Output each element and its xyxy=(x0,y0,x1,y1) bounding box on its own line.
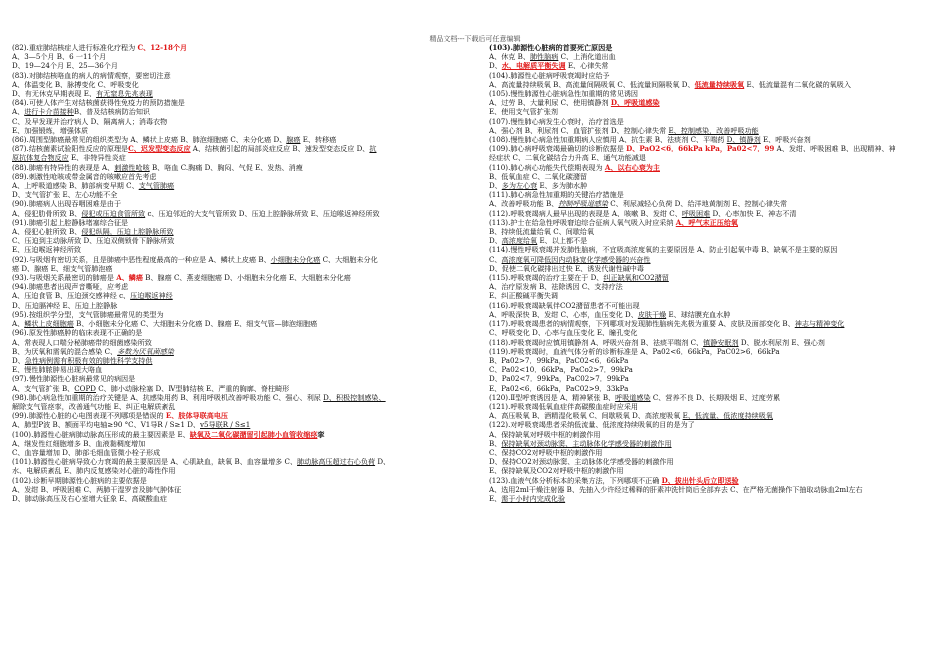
line-segment: D、有无休克早期表现 E、 xyxy=(12,89,97,99)
line-segment: C、肺小动脉栓塞 D、Ⅳ型肺结核 E、严重的胸廓、脊柱畸形 xyxy=(95,383,290,393)
line-segment: (82).重症肺结核症人进行标准化疗程为 xyxy=(12,43,138,52)
line-segment: (112).呼吸衰竭病人最早出现的表现是 A、咳嗽 B、发绀 C、 xyxy=(489,208,682,218)
line-segment: 腺癌 xyxy=(286,135,301,145)
left-text-line xyxy=(12,181,474,190)
line-segment: (88).肺癌有特异性的表现是 A、 xyxy=(12,162,115,172)
line-segment: 保持缺氧对颈动脉窦、主动脉体化学感受器的刺激作用 xyxy=(501,438,672,448)
left-text-line xyxy=(12,190,474,199)
line-segment: A、侵犯肋骨所致 B、 xyxy=(12,208,82,218)
left-text-line xyxy=(12,457,474,466)
line-segment: 多数为厌氧菌感染 xyxy=(117,346,174,356)
line-segment: C、营养不良 D、长期吸烟 E、过度劳累 xyxy=(650,392,781,402)
line-segment: 抗 xyxy=(369,144,377,154)
right-text-line xyxy=(489,144,941,153)
line-segment: 呼吸困难 xyxy=(681,208,711,218)
line-segment: 神志与精神变化 xyxy=(794,319,845,329)
left-text-line xyxy=(12,153,474,162)
right-text-line xyxy=(489,218,941,227)
line-segment: 镇静安眠剂 xyxy=(703,337,739,347)
line-segment: A、继发性红细胞增多 B、血液黏稠度增加 xyxy=(12,438,146,448)
line-segment: A、过劳 B、大量利尿 C、使用镇静剂 xyxy=(489,98,611,108)
line-segment: 进行卡介苗接种 xyxy=(24,107,74,117)
line-segment: D、压迫膈神经 E、压迫上腔静脉 xyxy=(12,300,118,310)
line-segment: (100).肺源性心脏病肺动脉高压形成的最主要因素是 E、 xyxy=(12,429,190,439)
line-segment: E、多为肺水肿 xyxy=(537,181,588,191)
line-segment: (121).呼吸衰竭低氧血症伴高碳酸血症时应采用 xyxy=(489,401,639,411)
line-segment: (116).呼吸衰竭缺氧伴CO2潴留患者不可能出现 xyxy=(489,300,640,310)
right-text-line xyxy=(489,494,941,503)
line-segment: (93).与吸烟关系最密切的肺癌是 xyxy=(12,273,117,283)
line-segment: 急性病例需有积极有效的肺性科学支持供 xyxy=(24,355,153,365)
line-segment: D、积极控制感染、 xyxy=(323,392,386,402)
line-segment: B、 xyxy=(489,438,502,448)
line-segment: (123).血液气体分析标本的采集方法，下列哪项不正确 xyxy=(489,475,662,485)
left-text-line xyxy=(12,255,474,264)
line-segment: A、体温变化 B、脉搏变化 C、呼吸变化 xyxy=(12,79,139,89)
left-text-line xyxy=(12,107,474,116)
line-segment: B、Pa02>7．99kPa，PaC02<6．66kPa xyxy=(489,355,629,365)
right-text-line xyxy=(489,356,941,365)
line-segment: C、 xyxy=(489,254,502,264)
line-segment: D、促使二氧化碳排出过快 E、诱发代谢性碱中毒 xyxy=(489,263,644,273)
right-text-line xyxy=(489,485,941,494)
line-segment: 需于小时内完成化验 xyxy=(501,493,566,503)
line-segment: D、19—24个月 E、25—36个月 xyxy=(12,61,118,71)
line-segment: (107).慢性肺心病发生心衰时，治疗首选是 xyxy=(489,116,624,126)
left-text-line xyxy=(12,374,474,383)
line-segment: D、心率加快 E、神志不清 xyxy=(710,208,797,218)
left-text-line xyxy=(12,439,474,448)
line-segment: E、加强锻炼，增强体质 xyxy=(12,125,89,135)
line-segment: C、Pa02<10．66kPa，PaCo2>7．99kPa xyxy=(489,365,633,375)
line-segment: A、3—5个月 B、6 一11个月 xyxy=(12,52,107,62)
line-segment: E、压迫喉返神经所致 xyxy=(12,245,82,255)
line-segment: 挛 xyxy=(317,429,325,439)
right-text-line xyxy=(489,457,941,466)
left-text-line xyxy=(12,310,474,319)
line-segment: E、 xyxy=(489,493,502,503)
left-text-line xyxy=(12,80,474,89)
line-segment: 侵犯纵隔，压迫上腔静脉所致 xyxy=(81,227,174,237)
line-segment: A、发绀 B、呼吸困难 C、两肺干湿罗音及肺气肿体征 xyxy=(12,484,182,494)
left-text-line xyxy=(12,117,474,126)
left-column xyxy=(12,43,474,503)
line-segment: A、常表现人口喘分秘肺癌带的细菌感染所致 xyxy=(12,337,152,347)
answer-text: 低流量持续吸氧 xyxy=(694,79,745,89)
right-text-line xyxy=(489,52,941,61)
right-text-line xyxy=(489,227,941,236)
page-header: 精品文档---下载后可任意编辑 xyxy=(429,35,521,43)
left-text-line xyxy=(12,236,474,245)
right-text-line xyxy=(489,89,941,98)
right-text-line xyxy=(489,282,941,291)
line-segment: A、上呼吸道感染 B、肺部病变早期 C、 xyxy=(12,181,139,191)
line-segment: (102).诊断早期肺源性心脏病的主要依据是 xyxy=(12,475,147,485)
line-segment: D、 xyxy=(489,236,502,246)
line-segment: D、肺动脉高压及右心室增大征象 E、高碳酸血症 xyxy=(12,493,167,503)
line-segment: (84).可使人体产生对结核菌获得性免疫力的预防措施是 xyxy=(12,98,185,108)
line-segment: A、保持缺氧对呼吸中枢的刺激作用 xyxy=(489,429,601,439)
answer-text: A、以右心衰为主 xyxy=(604,162,660,172)
line-segment: A、高流量持续吸氧 B、高流量间隔吸氧 C、低流量间隔吸氧 D、 xyxy=(489,79,695,89)
right-text-line xyxy=(489,264,941,273)
right-text-line xyxy=(489,153,941,162)
line-segment: A、强心剂 B、利尿剂 C、血管扩张剂 D、控制心律失常 xyxy=(489,125,669,135)
right-text-line xyxy=(489,301,941,310)
line-segment: v5导联R / S≤1 xyxy=(200,420,251,430)
line-segment: 原抗体复合物反应 xyxy=(12,153,69,163)
line-segment: 解除支气管痉挛，改善通气功能 E、纠正电解质紊乱 xyxy=(12,401,176,411)
right-text-line xyxy=(489,338,941,347)
right-text-line xyxy=(489,98,941,107)
line-segment: E、控制感染，改善呼吸功能 xyxy=(668,125,759,135)
line-segment: (109).肺心病呼吸衰竭最确切的诊断依据是 xyxy=(489,144,627,154)
left-text-line xyxy=(12,209,474,218)
answer-text: A、鳞癌 xyxy=(116,273,143,283)
left-text-line xyxy=(12,126,474,135)
right-text-line xyxy=(489,365,941,374)
left-text-line xyxy=(12,476,474,485)
right-text-line xyxy=(489,374,941,383)
line-segment: (86).周围型肺癌最常见的组织类型为 A、鳞状上皮癌 B、肺泡细胞癌 C、未分化癌 D、 xyxy=(12,135,287,145)
right-text-line xyxy=(489,273,941,282)
line-segment: (101).肺源性心脏病导致心力衰竭的最主要原因是 A、心肌缺血，缺氧 B、血容量增多 C、 xyxy=(12,457,298,467)
right-text-line xyxy=(489,71,941,80)
line-segment: (87).结核菌素试验阳性反应的原理是 xyxy=(12,144,129,154)
right-text-line xyxy=(489,476,941,485)
left-text-line xyxy=(12,420,474,429)
line-segment: C、大细胞未分化 xyxy=(320,254,378,264)
right-text-line xyxy=(489,107,941,116)
left-text-line xyxy=(12,227,474,236)
line-segment: A、侵犯心脏所致 B、 xyxy=(12,227,82,237)
left-text-line xyxy=(12,494,474,503)
line-segment: D、镇静剂 xyxy=(726,135,761,145)
right-text-line xyxy=(489,291,941,300)
right-text-line xyxy=(489,209,941,218)
line-segment: (114).慢性呼吸衰竭并发肺性脑病，不宜吸高浓度氧的主要原因是 A、防止引起氧中毒 B、缺氧不是主要的原因 xyxy=(489,245,838,255)
left-text-line xyxy=(12,393,474,402)
line-segment: 呼吸道感染 xyxy=(615,392,651,402)
left-text-line xyxy=(12,43,474,52)
right-text-line xyxy=(489,430,941,439)
right-text-line xyxy=(489,199,941,208)
left-text-line xyxy=(12,273,474,282)
line-segment: E、非特异性炎症 xyxy=(68,153,126,163)
line-segment: B、腺癌 C、燕麦细胞癌 D、小细胞未分化癌 E、大细胞未分化癌 xyxy=(143,273,351,283)
line-segment: 高浓度氧可降低因内动脉宽化学感受器的兴奋性 xyxy=(501,254,651,264)
line-segment: (118).呼吸衰竭时应慎用镇静剂 A、呼吸兴奋剂 B、祛痰平喘剂 C、 xyxy=(489,337,704,347)
line-segment: E、转移癌 xyxy=(300,135,337,145)
line-segment: A、发绀、呼吸困难 B、出现精神、神 xyxy=(774,144,896,154)
line-segment: c、压迫邻近的大支气管所致 D、压迫上腔静脉所致 E、压迫喉返神经所致 xyxy=(145,208,380,218)
left-text-line xyxy=(12,411,474,420)
line-segment: (96).原发性肺癌肿的临床表现不正确的是 xyxy=(12,328,143,338)
line-segment: (108).慢性肺心病急性加重期病人应慎用 A、抗生素 B、祛痰剂 C、平喘药 xyxy=(489,135,727,145)
line-segment: E、使用支气管扩张剂 xyxy=(489,107,559,117)
line-segment: 肺性脑病 xyxy=(529,52,559,62)
line-segment: A、结核菌引起的局部炎症反应 B、速发型变态反应 D、 xyxy=(190,144,370,154)
line-segment: 纠正缺氧和CO2潴留 xyxy=(603,273,669,283)
right-text-line xyxy=(489,245,941,254)
right-text-line xyxy=(489,43,941,52)
answer-text: A、呼气末正压给氧 xyxy=(675,217,739,227)
line-segment: 有无窒息先兆表现 xyxy=(96,89,153,99)
line-segment: 支气管肺癌 xyxy=(138,181,175,191)
right-text-line xyxy=(489,135,941,144)
line-segment: E、以上都不是 xyxy=(537,236,588,246)
left-text-line xyxy=(12,466,474,475)
right-text-line xyxy=(489,61,941,70)
line-segment: 水、电解质紊乱 E、肺内反复感染对心脏的毒性作用 xyxy=(12,466,176,476)
line-segment: (91).肺癌引起上腔静脉堵塞综合征是 xyxy=(12,217,129,227)
line-segment: A、肺型P波 B、额面平均电轴≥90 °C、V1导R / S≥1 D、 xyxy=(12,420,201,430)
line-segment: B、咯血 C.胸痛 D、胸闷、气促 E、发热、消瘦 xyxy=(149,162,303,172)
left-text-line xyxy=(12,485,474,494)
left-text-line xyxy=(12,328,474,337)
left-text-line xyxy=(12,282,474,291)
line-segment: C、血容量增加 D、肺部毛细血管微小栓子形成 xyxy=(12,447,161,457)
right-text-line xyxy=(489,117,941,126)
line-segment: (95).按组织学分型，支气管肺癌最常见的类型为 xyxy=(12,309,164,319)
right-text-line xyxy=(489,236,941,245)
line-segment: E、低流量混有二氧化碳的氧吸入 xyxy=(744,79,851,89)
line-segment: E、保持缺氧及CO2对呼吸中枢的刺激作用 xyxy=(489,466,624,476)
line-segment: A、支气管扩张 B、 xyxy=(12,383,75,393)
left-text-line xyxy=(12,338,474,347)
left-text-line xyxy=(12,448,474,457)
line-segment: D、脱水利尿剂 E、强心剂 xyxy=(738,337,825,347)
line-segment: D、Pa02<7．99kPa，PaC02>7．99kPa xyxy=(489,374,629,384)
left-text-line xyxy=(12,245,474,254)
line-segment: (83).对肺结核咯血的病人的病情观察，要密切注意 xyxy=(12,70,171,80)
line-segment: A、高压吸氧 B、酒精湿化吸氧 C、间歇吸氧 D、高浓度吸氧 xyxy=(489,411,683,421)
line-segment: (111).肺心病急性加重期的关键治疗措施是 xyxy=(489,190,624,200)
right-text-line xyxy=(489,420,941,429)
left-text-line xyxy=(12,384,474,393)
line-segment: E、慢性肺脓肿易出现大咯血 xyxy=(12,365,103,375)
answer-text: D、拔出针头后立即送验 xyxy=(661,475,739,485)
line-segment: (117).呼吸衰竭患者的病情观察，下列哪项对发现肺性脑病先兆极为重要 A、皮肤及面部变化 B、 xyxy=(489,319,795,329)
left-text-line xyxy=(12,347,474,356)
left-text-line xyxy=(12,264,474,273)
line-segment: 肺动脉高压超过右心负荷 xyxy=(297,457,376,467)
left-text-line xyxy=(12,52,474,61)
left-text-line xyxy=(12,199,474,208)
right-text-line xyxy=(489,439,941,448)
right-text-line xyxy=(489,181,941,190)
left-text-line xyxy=(12,291,474,300)
line-segment: A、压迫食管 B、压迫颈交感神经 c、 xyxy=(12,291,131,301)
left-text-line xyxy=(12,365,474,374)
line-segment: A、治疗原发病 B、祛除诱因 C、支持疗法 xyxy=(489,282,623,292)
line-segment: (104).肺源性心脏病呼吸衰竭时应给予 xyxy=(489,70,610,80)
left-text-line xyxy=(12,402,474,411)
right-text-line xyxy=(489,328,941,337)
line-segment: E、低流量、低浓度持续吸氧 xyxy=(682,411,773,421)
right-text-line xyxy=(489,411,941,420)
line-segment: E、呼吸兴奋剂 xyxy=(760,135,811,145)
left-text-line xyxy=(12,430,474,439)
right-text-line xyxy=(489,255,941,264)
line-segment: D、 xyxy=(12,355,25,365)
line-segment: (89).刺激性呛咳或带金属音的咳嗽应首先考虑 xyxy=(12,171,157,181)
right-text-line xyxy=(489,126,941,135)
right-column xyxy=(489,43,941,503)
line-segment: E、球结膜充血水肿 xyxy=(666,309,731,319)
line-segment: D、 xyxy=(489,61,502,71)
left-text-line xyxy=(12,144,474,153)
left-text-line xyxy=(12,89,474,98)
left-text-line xyxy=(12,172,474,181)
line-segment: 鳞状上皮细胞癌 xyxy=(24,319,74,329)
answer-text: 缺氧及二氧化碳潴留引起肺小血管收缩痉 xyxy=(189,429,318,439)
right-text-line xyxy=(489,384,941,393)
line-segment: C、上消化道出血 xyxy=(558,52,616,62)
line-segment: D、保持CO2对颈动脉窦、主动脉体化学感受器的刺激作用 xyxy=(489,457,674,467)
line-segment: E、Pa02<6．66kPa，PaC02>9．33kPa xyxy=(489,383,629,393)
left-text-line xyxy=(12,301,474,310)
line-segment: (115).呼吸衰竭的治疗主要在于 D、 xyxy=(489,273,604,283)
line-segment: (119).呼吸衰竭时，血液气体分析的诊断标准是 A、Pa02<6．66kPa，PaC02>6．66kPa xyxy=(489,346,780,356)
line-segment: A、改善呼吸功能 B、 xyxy=(489,199,559,209)
line-segment: (113).护士在给急性呼吸窘迫综合征病人氧气吸入时应采纳 xyxy=(489,217,676,227)
left-text-line xyxy=(12,98,474,107)
line-segment: B、为厌氧和需氧的混合感染 C、 xyxy=(12,346,118,356)
right-text-line xyxy=(489,347,941,356)
line-segment: (110).肺心病心功能失代偿期表现为 xyxy=(489,162,605,172)
right-text-line xyxy=(489,393,941,402)
line-segment: 皮肤干燥 xyxy=(637,309,667,319)
line-segment: COPD xyxy=(74,383,96,393)
left-text-line xyxy=(12,356,474,365)
line-segment: (92).与吸烟有密切关系，且是肺癌中恶性程度最高的一种应是 A、鳞状上皮癌 B、 xyxy=(12,254,271,264)
left-text-line xyxy=(12,218,474,227)
right-text-line xyxy=(489,402,941,411)
right-text-line xyxy=(489,466,941,475)
line-segment: B、普及结核病防治知识 xyxy=(73,107,151,117)
line-segment: 控制呼吸道感染 xyxy=(558,199,608,209)
line-segment: (105).慢性肺源性心脏病急性加重期的常见诱因 xyxy=(489,89,639,99)
line-segment: B、低氧血症 C、二氧化碳潴留 xyxy=(489,171,588,181)
line-segment: 刺激性呛咳 xyxy=(114,162,150,172)
left-text-line xyxy=(12,319,474,328)
line-segment: (99).肺源性心脏的心电图表现不列哪项是错误的 xyxy=(12,411,166,421)
line-segment: B、持续低流量给氧 C、间歇给氧 xyxy=(489,227,595,237)
line-segment: A、 xyxy=(12,107,25,117)
line-segment: D、支气管扩张 E、左心功能不全 xyxy=(12,190,118,200)
line-segment: C、呼吸变化 D、心率与血压变化 E、瞳孔变化 xyxy=(489,328,638,338)
answer-text: D、PaO2<6．66kPa kPa，Pa02<7．99 xyxy=(626,144,775,154)
answer-text: C、迟发型变态反应 xyxy=(128,144,191,154)
left-text-line xyxy=(12,163,474,172)
answer-text: E、肢体导联高电压 xyxy=(165,411,229,421)
right-text-line xyxy=(489,190,941,199)
line-segment: (94).肺癌患者出现声音嘶哑，应考虑 xyxy=(12,282,129,292)
left-text-line xyxy=(12,61,474,70)
left-text-line xyxy=(12,71,474,80)
line-segment: 癌 D、腺癌 E、细支气管肺泡癌 xyxy=(12,263,113,273)
line-segment: E、纠正酸碱平衡失调 xyxy=(489,291,559,301)
right-text-line xyxy=(489,163,941,172)
line-segment: (97).慢性肺源性心脏病最常见的病因是 xyxy=(12,374,136,384)
line-segment: A、呼吸深快 B、发绀 C、心率，血压变化 D、 xyxy=(489,309,638,319)
line-segment: C、压迫到主动脉所致 D、压迫双侧锁骨下静脉所致 xyxy=(12,236,175,246)
line-segment: 小细胞未分化癌 xyxy=(270,254,321,264)
line-segment: C、保持CO2对呼吸中枢的刺激作用 xyxy=(489,447,603,457)
right-text-line xyxy=(489,172,941,181)
answer-text: C、12-18个月 xyxy=(137,43,188,52)
answer-text: 水、电解质平衡失调 xyxy=(501,61,566,71)
answer-text: D、呼吸道感染 xyxy=(610,98,660,108)
line-segment: C、及早发现并治疗病人 D、隔离病人；消毒衣物 xyxy=(12,116,168,126)
line-segment: 压迫喉返神经 xyxy=(130,291,173,301)
line-segment: E、心律失常 xyxy=(565,61,609,71)
line-segment: (103).肺源性心脏病的首要死亡原因是 xyxy=(489,43,613,52)
line-segment: 侵犯或压迫食管所致 xyxy=(81,208,146,218)
left-text-line xyxy=(12,135,474,144)
line-segment: D、 xyxy=(489,181,502,191)
right-text-line xyxy=(489,80,941,89)
right-text-line xyxy=(489,310,941,319)
line-segment: 高浓度给氧 xyxy=(501,236,538,246)
right-text-line xyxy=(489,319,941,328)
line-segment: C、利尿减轻心负荷 D、给洋地黄制剂 E、控制心律失常 xyxy=(608,199,788,209)
line-segment: (122).对呼吸衰竭患者采纳低流量、低浓度持续吸氧的目的是为了 xyxy=(489,420,695,430)
line-segment: (90).肺癌病人出现吞咽困难是由于 xyxy=(12,199,122,209)
line-segment: 多为左心衰 xyxy=(501,181,538,191)
line-segment: D、 xyxy=(375,457,391,467)
line-segment: A、 xyxy=(12,319,25,329)
line-segment: (120).Ⅱ型呼衰诱因是 A、精神紧张 B、 xyxy=(489,392,616,402)
line-segment: A、休克 B、 xyxy=(489,52,530,62)
line-segment: A、选用2ml干燥注射器 B、先抽入少许经过稀释的肝素冲洗针筒后全部弃去 C、在严格无菌操作下抽取动脉血2ml左右 xyxy=(489,484,863,494)
right-text-line xyxy=(489,448,941,457)
line-segment: (98).肺心病急性加重期的治疗关键是 A、抗感染用药 B、利用呼吸机改善呼吸功能 C、强心、利尿 xyxy=(12,392,324,402)
line-segment: B、小细胞未分化癌 C、大细胞未分化癌 D、腺癌 E、细支气管—肺泡细胞癌 xyxy=(73,319,318,329)
line-segment: 经症状 C、二氧化碳结合力升高 E、通气功能减退 xyxy=(489,153,646,163)
